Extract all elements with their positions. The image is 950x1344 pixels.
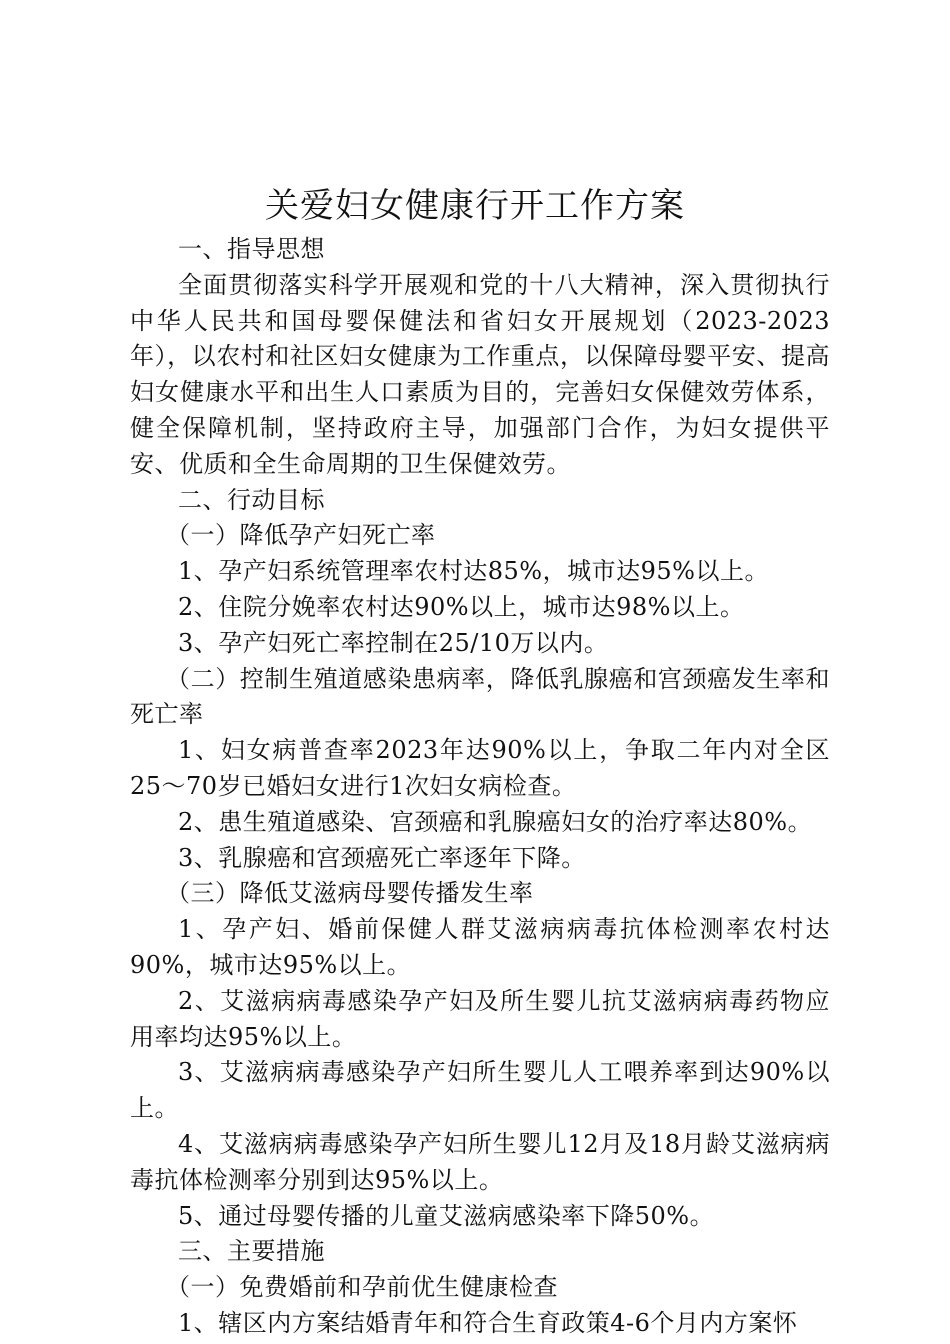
list-item: 2、住院分娩率农村达90%以上，城市达98%以上。 bbox=[178, 592, 745, 621]
list-item: 1、孕产妇系统管理率农村达85%，城市达95%以上。 bbox=[178, 557, 769, 586]
subsection-heading-reproductive-infection: （二）控制生殖道感染患病率，降低乳腺癌和宫颈癌发生率和死亡率 bbox=[130, 664, 830, 729]
list-item: 2、患生殖道感染、宫颈癌和乳腺癌妇女的治疗率达80%。 bbox=[178, 807, 813, 836]
list-item: 3、艾滋病病毒感染孕产妇所生婴儿人工喂养率到达90%以上。 bbox=[130, 1058, 830, 1123]
document-body bbox=[130, 232, 830, 1342]
subsection-heading-free-checkups: （一）免费婚前和孕前优生健康检查 bbox=[166, 1273, 558, 1302]
paragraph-guiding-ideology: 全面贯彻落实科学开展观和党的十八大精神，深入贯彻执行中华人民共和国母婴保健法和省妇女开展规划（2023-2023年），以农村和社区妇女健康为工作重点，以保障母婴平安、提高妇女健康水平和出生人口素质为目的，完善妇女保健效劳体系，健全保障机制，坚持政府主导，加强部门合作，为妇女提供平安、优质和全生命周期的卫生保健效劳。 bbox=[130, 270, 830, 478]
list-item: 4、艾滋病病毒感染孕产妇所生婴儿12月及18月龄艾滋病病毒抗体检测率分别到达95%以上。 bbox=[130, 1129, 830, 1194]
section-heading-guiding-ideology: 一、指导思想 bbox=[178, 235, 325, 263]
list-item: 1、孕产妇、婚前保健人群艾滋病病毒抗体检测率农村达90%，城市达95%以上。 bbox=[130, 915, 830, 979]
section-heading-action-goals: 二、行动目标 bbox=[178, 485, 325, 514]
list-item: 5、通过母婴传播的儿童艾滋病感染率下降50%。 bbox=[178, 1201, 715, 1230]
list-item: 2、艾滋病病毒感染孕产妇及所生婴儿抗艾滋病病毒药物应用率均达95%以上。 bbox=[130, 986, 830, 1051]
subsection-heading-aids-transmission: （三）降低艾滋病母婴传播发生率 bbox=[166, 879, 534, 908]
document-title: 关爱妇女健康行开工作方案 bbox=[265, 186, 685, 226]
list-item: 1、辖区内方案结婚青年和符合生育政策4-6个月内方案怀 bbox=[178, 1308, 798, 1337]
list-item: 3、孕产妇死亡率控制在25/10万以内。 bbox=[178, 628, 609, 657]
list-item: 1、妇女病普查率2023年达90%以上，争取二年内对全区25～70岁已婚妇女进行1次妇女病检查。 bbox=[130, 736, 830, 800]
subsection-heading-maternal-mortality: （一）降低孕产妇死亡率 bbox=[166, 521, 436, 550]
section-heading-main-measures: 三、主要措施 bbox=[178, 1237, 325, 1266]
list-item: 3、乳腺癌和宫颈癌死亡率逐年下降。 bbox=[178, 843, 586, 872]
